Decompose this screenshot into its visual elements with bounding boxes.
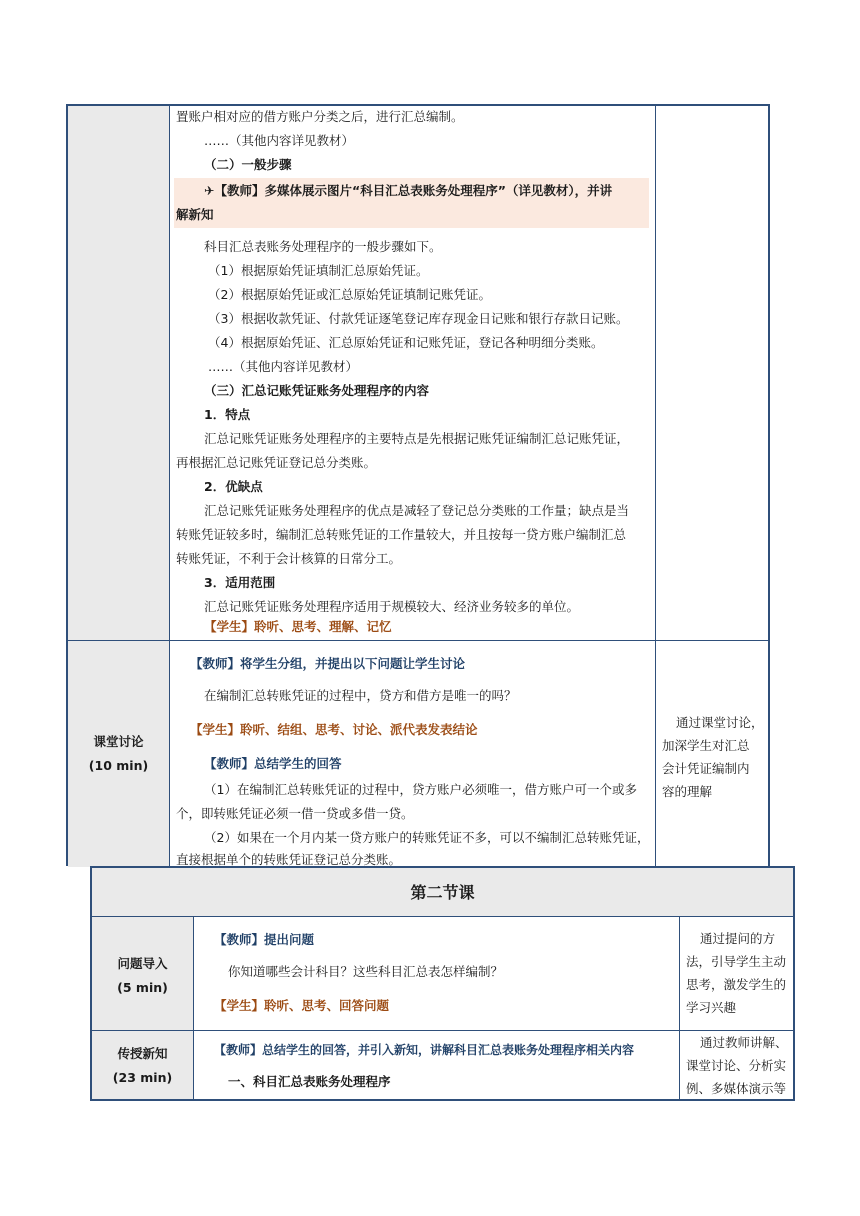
text-line: 转账凭证较多时，编制汇总转账凭证的工作量较大，并且按每一贷方账户编制汇总	[176, 527, 627, 542]
intro-row	[92, 917, 793, 1031]
purpose-text: 会计凭证编制内	[662, 761, 750, 776]
purpose-cell	[655, 641, 769, 867]
student-note: 【学生】聆听、结组、思考、讨论、派代表发表结论	[190, 722, 478, 737]
purpose-text: 通过教师讲解、	[700, 1035, 788, 1050]
text-line: 个，即转账凭证必须一借一贷或多借一贷。	[176, 806, 414, 821]
teacher-note: 【教师】总结学生的回答	[204, 756, 342, 771]
subheading: 1．特点	[204, 407, 251, 422]
content-cell	[170, 641, 654, 867]
text-line: 在编制汇总转账凭证的过程中，贷方和借方是唯一的吗？	[204, 688, 517, 703]
text-line: （4）根据原始凭证、汇总原始凭证和记账凭证，登记各种明细分类账。	[208, 335, 604, 350]
text-line: 再根据汇总记账凭证登记总分类账。	[176, 455, 377, 470]
discussion-row	[68, 640, 768, 867]
stage-label-cell	[68, 641, 170, 867]
purpose-text: 法，引导学生主动	[686, 954, 787, 969]
teacher-note: 【教师】提出问题	[214, 932, 315, 947]
text-line: （2）如果在一个月内某一贷方账户的转账凭证不多，可以不编制汇总转账凭证，	[204, 830, 650, 845]
student-note: 【学生】聆听、思考、回答问题	[214, 998, 390, 1013]
lesson-table-1	[66, 104, 770, 866]
stage-duration: (23 min)	[112, 1070, 173, 1085]
text-line: ……（其他内容详见教材）	[208, 359, 359, 374]
student-note: 【学生】聆听、思考、理解、记忆	[204, 619, 392, 634]
subheading: （二）一般步骤	[204, 157, 292, 172]
purpose-cell	[679, 917, 794, 1030]
subheading: （三）汇总记账凭证账务处理程序的内容	[204, 383, 430, 398]
stage-duration: (5 min)	[117, 980, 168, 995]
purpose-cell	[679, 1031, 794, 1099]
teacher-note: 【教师】总结学生的回答，并引入新知，讲解科目汇总表账务处理程序相关内容	[214, 1043, 635, 1057]
content-cell	[170, 106, 654, 640]
stage-duration: (10 min)	[88, 758, 149, 773]
purpose-cell	[655, 106, 769, 640]
stage-label: 课堂讨论	[93, 734, 144, 749]
stage-label: 传授新知	[117, 1046, 168, 1061]
stage-label-cell	[92, 1031, 194, 1099]
text-line: 你知道哪些会计科目？这些科目汇总表怎样编制？	[228, 964, 504, 979]
content-cell	[194, 917, 678, 1030]
text-line: （3）根据收款凭证、付款凭证逐笔登记库存现金日记账和银行存款日记账。	[208, 311, 629, 326]
purpose-text: 加深学生对汇总	[662, 738, 750, 753]
text-line: 直接根据单个的转账凭证登记总分类账。	[176, 852, 402, 867]
teacher-note: ✈【教师】多媒体展示图片“科目汇总表账务处理程序”（详见教材），并讲	[204, 183, 613, 198]
text-line: （1）根据原始凭证填制汇总原始凭证。	[208, 263, 429, 278]
teacher-note: 解新知	[176, 207, 214, 222]
section-header: 第二节课	[92, 868, 793, 917]
purpose-text: 思考，激发学生的	[686, 977, 787, 992]
purpose-text: 容的理解	[662, 784, 713, 799]
text-line: ……（其他内容详见教材）	[204, 133, 355, 148]
teacher-note: 【教师】将学生分组，并提出以下问题让学生讨论	[190, 656, 466, 671]
subheading: 2．优缺点	[204, 479, 263, 494]
text-line: （2）根据原始凭证或汇总原始凭证填制记账凭证。	[208, 287, 491, 302]
text-line: 转账凭证，不利于会计核算的日常分工。	[176, 551, 402, 566]
text-line: 科目汇总表账务处理程序的一般步骤如下。	[204, 239, 442, 254]
content-row	[68, 106, 768, 640]
lesson-table-2	[90, 866, 795, 1101]
subheading: 3．适用范围	[204, 575, 276, 590]
text-line: 汇总记账凭证账务处理程序的优点是减轻了登记总分类账的工作量；缺点是当	[204, 503, 630, 518]
text-line: 汇总记账凭证账务处理程序适用于规模较大、经济业务较多的单位。	[204, 599, 580, 614]
text-line: 置账户相对应的借方账户分类之后，进行汇总编制。	[176, 109, 464, 124]
content-cell	[194, 1031, 678, 1099]
text-line: （1）在编制汇总转账凭证的过程中，贷方账户必须唯一，借方账户可一个或多	[204, 782, 637, 797]
purpose-text: 通过课堂讨论，	[676, 715, 764, 730]
stage-label-cell	[92, 917, 194, 1030]
purpose-text: 课堂讨论、分析实	[686, 1058, 787, 1073]
teach-row	[92, 1031, 793, 1099]
purpose-text: 学习兴趣	[686, 1000, 737, 1015]
stage-label: 问题导入	[117, 956, 168, 971]
purpose-text: 通过提问的方	[700, 931, 776, 946]
text-line: 汇总记账凭证账务处理程序的主要特点是先根据记账凭证编制汇总记账凭证，	[204, 431, 630, 446]
stage-label-cell	[68, 106, 170, 640]
subheading: 一、科目汇总表账务处理程序	[228, 1074, 391, 1089]
purpose-text: 例、多媒体演示等	[686, 1081, 787, 1096]
